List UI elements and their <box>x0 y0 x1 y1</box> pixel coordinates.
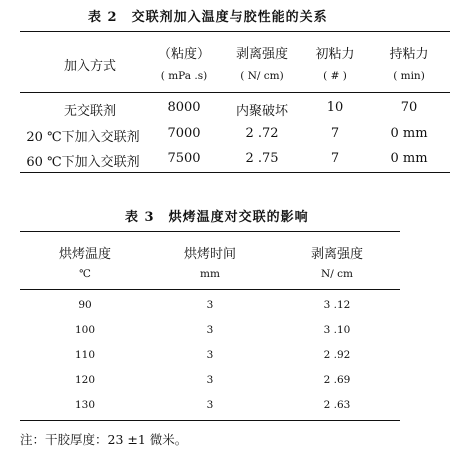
table2-row2-viscosity: 7000 <box>167 126 201 141</box>
table2-row2-method: 20 ℃下加入交联剂 <box>26 130 140 145</box>
table2-row2-peel: 2 .72 <box>245 126 279 141</box>
table3-row1-peel: 3 .12 <box>323 299 351 311</box>
table2-header-peel: 剥离强度 <box>235 47 288 62</box>
table3-row1-time: 3 <box>206 299 214 311</box>
table3-row2-time: 3 <box>206 324 214 336</box>
table3-unit-time: mm <box>200 268 220 280</box>
table2-row3-tack: 7 <box>330 151 340 166</box>
table3-row3-peel: 2 .92 <box>323 349 351 361</box>
table2-row1-hold: 70 <box>400 100 418 115</box>
table2-row2-tack: 7 <box>330 126 340 141</box>
table3-title: 表 3 烘烤温度对交联的影响 <box>125 210 309 225</box>
table2-title: 表 2 交联剂加入温度与胶性能的关系 <box>88 10 328 25</box>
table3-row4-time: 3 <box>206 374 214 386</box>
table3-row5-time: 3 <box>206 399 214 411</box>
table3-row3-time: 3 <box>206 349 214 361</box>
table2-row1-viscosity: 8000 <box>167 100 201 115</box>
table2-row2-hold: 0 mm <box>390 126 428 141</box>
table3-header-rule <box>20 289 400 290</box>
table3-unit-temp: ℃ <box>79 268 91 280</box>
table3-unit-peel: N/ cm <box>321 268 353 280</box>
table3-bottom-rule <box>20 420 400 421</box>
table2-header-rule <box>20 92 450 93</box>
table3-header-time: 烘烤时间 <box>183 247 236 262</box>
table3-top-rule <box>20 231 400 232</box>
table2-row1-peel: 内聚破坏 <box>235 104 288 119</box>
table3-row3-temp: 110 <box>74 349 96 361</box>
table3-row5-temp: 130 <box>74 399 96 411</box>
table3-row5-peel: 2 .63 <box>323 399 351 411</box>
table3-header-peel: 剥离强度 <box>310 247 363 262</box>
footnote: 注：干胶厚度：23 ±1 微米。 <box>20 432 188 447</box>
table2-header-method: 加入方式 <box>63 59 116 74</box>
table3-row2-temp: 100 <box>74 324 96 336</box>
table2-unit-peel: ( N/ cm) <box>240 70 284 82</box>
table2-row3-peel: 2 .75 <box>245 151 279 166</box>
table3-header-temp: 烘烤温度 <box>58 247 111 262</box>
table2-row3-method: 60 ℃下加入交联剂 <box>26 155 140 170</box>
table2-row1-method: 无交联剂 <box>63 104 116 119</box>
table2-unit-viscosity: ( mPa .s) <box>160 70 208 82</box>
table2-row1-tack: 10 <box>326 100 344 115</box>
table2-unit-tack: ( # ) <box>323 70 347 82</box>
table2-unit-hold: ( min) <box>393 70 425 82</box>
table2-row3-hold: 0 mm <box>390 151 428 166</box>
table2-header-hold: 持粘力 <box>389 47 429 62</box>
table2-row3-viscosity: 7500 <box>167 151 201 166</box>
table3-row1-temp: 90 <box>78 299 92 311</box>
table2-header-viscosity: （粘度） <box>157 47 210 62</box>
table3-row2-peel: 3 .10 <box>323 324 351 336</box>
table2-bottom-rule <box>20 172 450 173</box>
table2-top-rule <box>20 31 450 32</box>
table3-row4-temp: 120 <box>74 374 96 386</box>
table2-header-tack: 初粘力 <box>315 47 355 62</box>
table3-row4-peel: 2 .69 <box>323 374 351 386</box>
